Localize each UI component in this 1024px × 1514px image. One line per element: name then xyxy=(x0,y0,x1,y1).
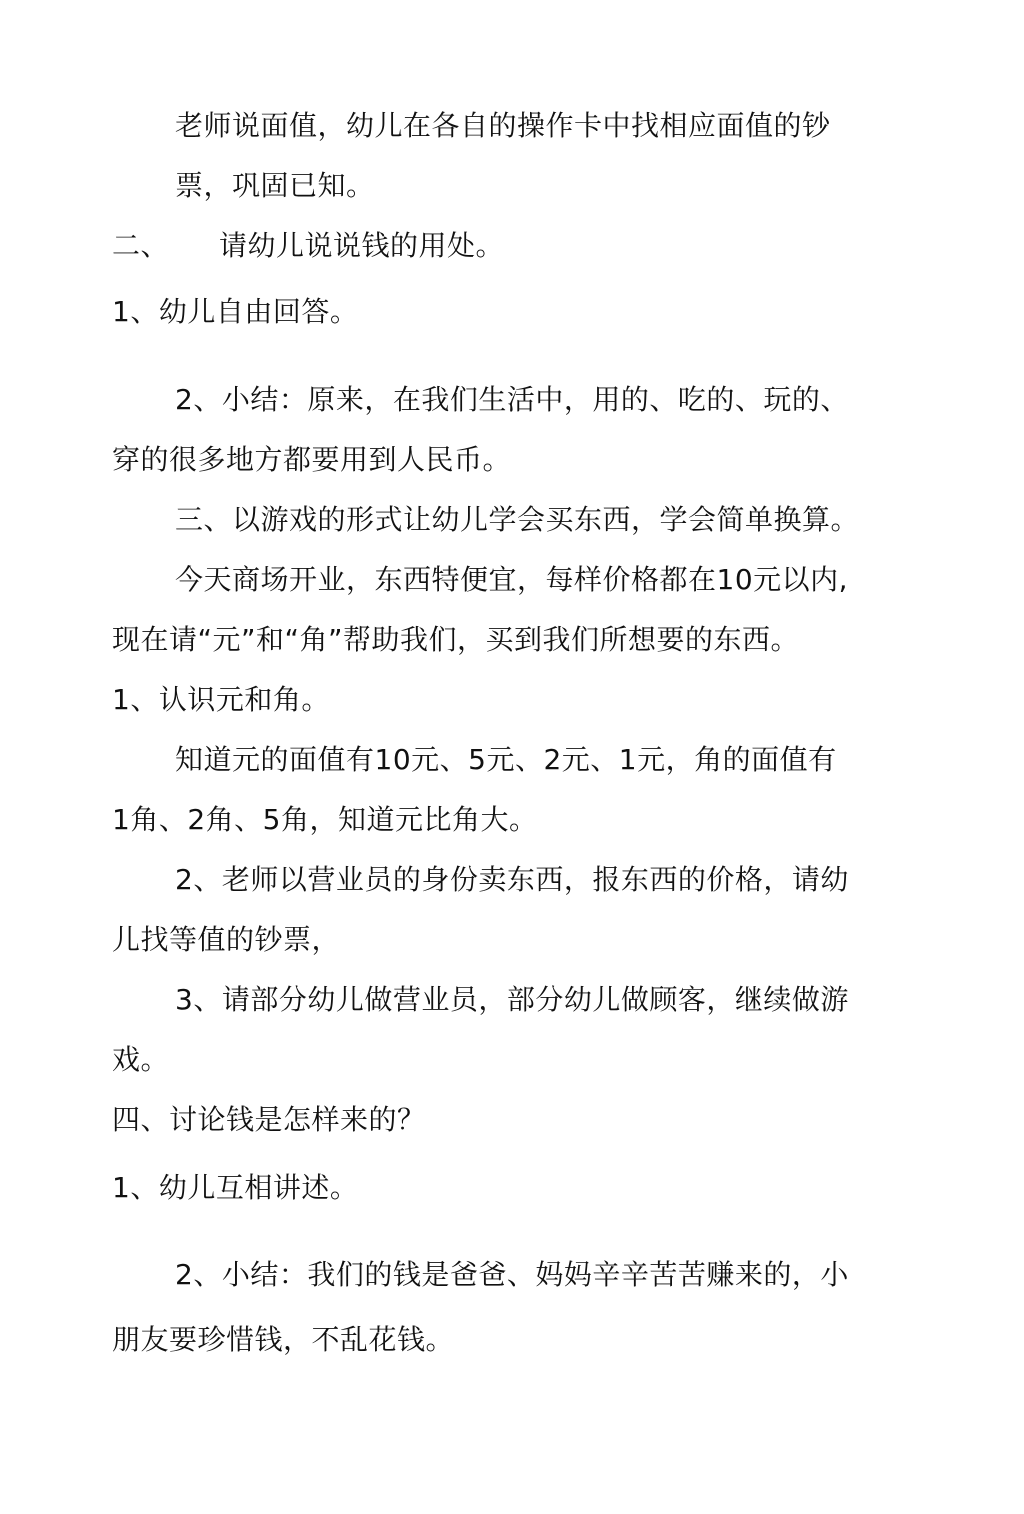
section-title: 请幼儿说说钱的用处。 xyxy=(219,229,505,262)
paragraph-line: 现在请“元”和“角”帮助我们，买到我们所想要的东西。 xyxy=(112,623,800,656)
list-item: 1、认识元和角。 xyxy=(112,683,330,716)
list-item: 2、小结：我们的钱是爸爸、妈妈辛辛苦苦赚来的，小 xyxy=(175,1258,849,1291)
paragraph-line: 今天商场开业，东西特便宜，每样价格都在10元以内, xyxy=(175,563,849,596)
list-item: 1、幼儿自由回答。 xyxy=(112,295,359,328)
paragraph-line: 儿找等值的钞票， xyxy=(112,923,341,956)
paragraph-line: 知道元的面值有10元、5元、2元、1元，角的面值有 xyxy=(175,743,837,776)
section-number: 二、 xyxy=(112,229,170,262)
list-item: 2、老师以营业员的身份卖东西，报东西的价格，请幼 xyxy=(175,863,849,896)
paragraph-line: 戏。 xyxy=(112,1043,170,1076)
paragraph-line: 穿的很多地方都要用到人民币。 xyxy=(112,443,512,476)
section-heading-three: 三、以游戏的形式让幼儿学会买东西，学会简单换算。 xyxy=(175,503,860,536)
list-item: 3、请部分幼儿做营业员，部分幼儿做顾客，继续做游 xyxy=(175,983,849,1016)
paragraph-line: 朋友要珍惜钱，不乱花钱。 xyxy=(112,1323,455,1356)
paragraph-line: 老师说面值，幼儿在各自的操作卡中找相应面值的钞 xyxy=(175,109,831,142)
paragraph-line: 1角、2角、5角，知道元比角大。 xyxy=(112,803,538,836)
list-item: 1、幼儿互相讲述。 xyxy=(112,1171,359,1204)
paragraph-line: 票，巩固已知。 xyxy=(175,169,375,202)
section-heading-two xyxy=(112,226,504,266)
section-heading-four: 四、讨论钱是怎样来的？ xyxy=(112,1103,426,1136)
list-item: 2、小结：原来，在我们生活中，用的、吃的、玩的、 xyxy=(175,383,849,416)
